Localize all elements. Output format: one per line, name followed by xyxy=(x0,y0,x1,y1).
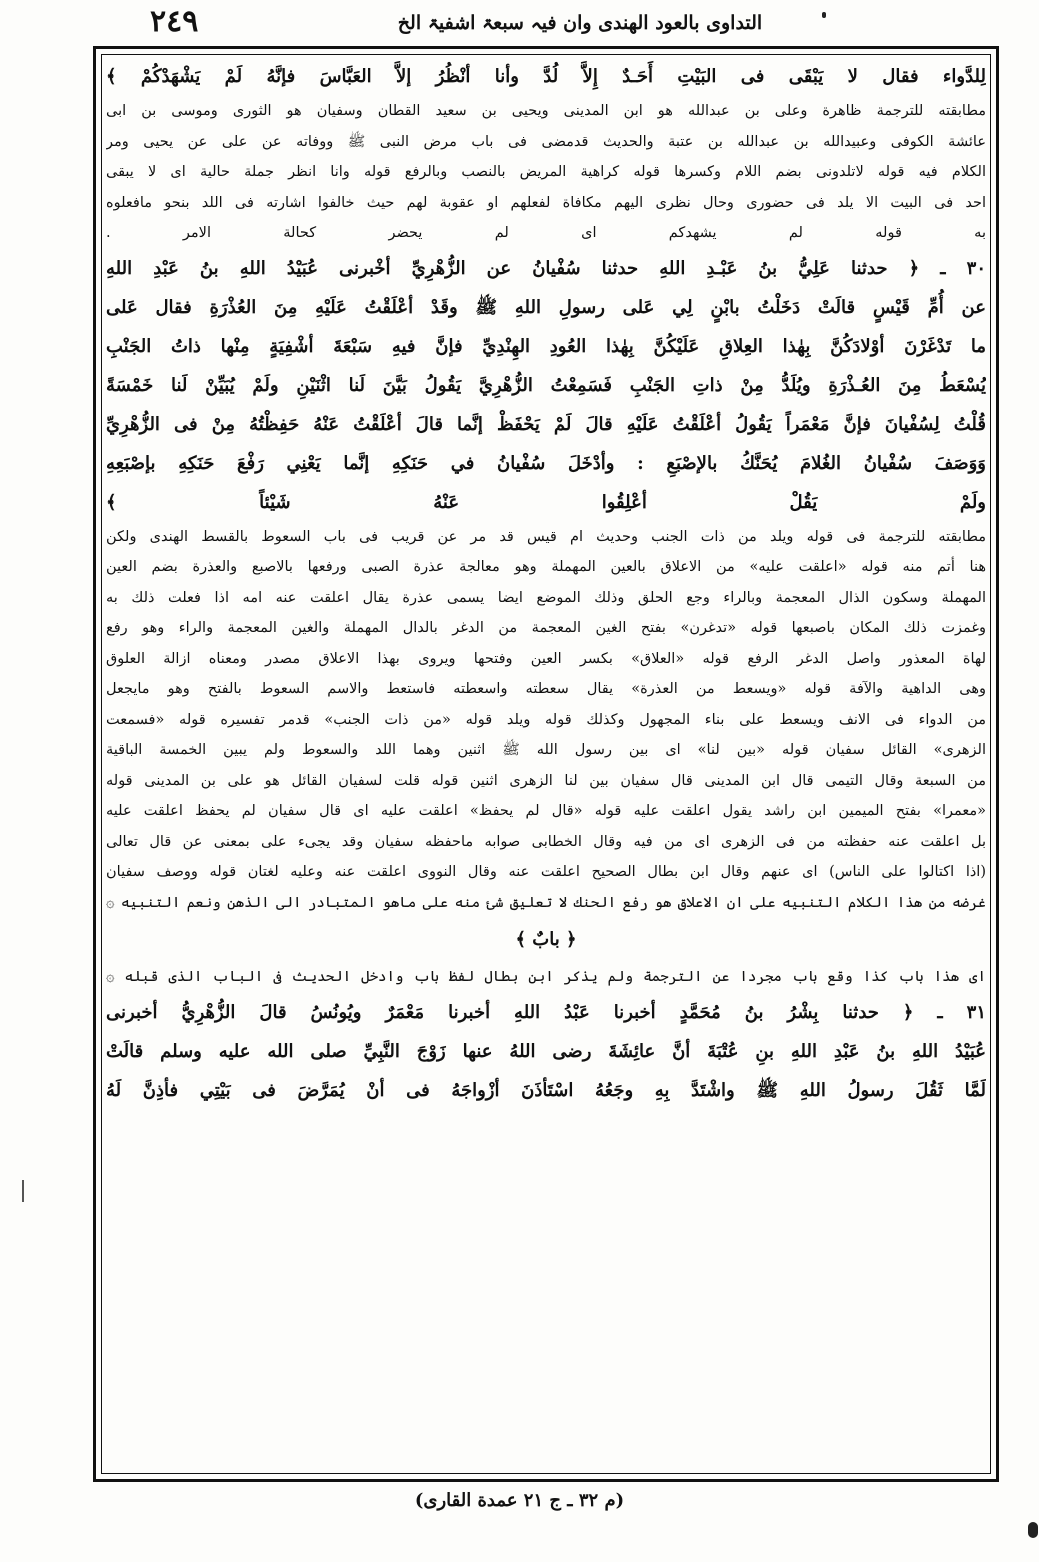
line-text: مطابقته للترجمة فى قوله ويلد من ذات الجنب وحديث ام قيس قد مر عن قريب فى باب السعوط بالقسط الهندى ولكن xyxy=(106,528,986,545)
hadith-number: ٣١ ـ xyxy=(937,1001,986,1023)
line-text: بل اعلقت عنه حفظته من فى الزهرى اى من فيه وقال الخطابى صوابه ماحفظه سفيان وقد يجىء على بمعنى عن قال تعالى xyxy=(106,833,986,850)
line-text: عُبَيْدُ اللهِ بنُ عَبْدِ اللهِ بنِ عُتْبَةَ أنَّ عائِشَةَ رضى اللهُ عنها زَوْجَ النَّبِيِّ صلى الله عليه وسلم قالَتْ xyxy=(106,1040,986,1062)
line-text: الكلام فيه قوله لاتلدونى بضم اللام وكسرها قوله كراهية المريض بالنصب وبالرفع قوله وانا انظر جملة حالية اى لا يبقى xyxy=(106,164,986,180)
line-text: ﴿ حدثنا بِشْرُ بنُ مُحَمَّدٍ أخبرنا عَبْدُ اللهِ أخبرنا مَعْمَرٌ ويُونُسُ قالَ الزُّهْرِيُّ أخبرنى xyxy=(106,1001,914,1023)
hadith-number: ٣٠ ـ xyxy=(940,257,986,279)
hadith-text-line xyxy=(106,249,986,288)
commentary-line xyxy=(106,674,986,705)
commentary-line xyxy=(106,96,986,127)
commentary-line xyxy=(106,857,986,888)
page-number: ٢٤٩ xyxy=(150,4,199,39)
commentary-line xyxy=(106,613,986,644)
commentary-line xyxy=(106,796,986,827)
line-text: مطابقته للترجمة ظاهرة وعلى بن عبدالله هو ابن المدينى ويحيى بن سعيد القطان وسفيان هو الثورى وموسى بن ابى xyxy=(106,103,986,119)
commentary-line xyxy=(106,735,986,766)
page-header xyxy=(0,4,1039,46)
line-text: ولَمْ يَقُلْ أعْلِقُوا عَنْهُ شَيْئاً ﴾ xyxy=(106,491,986,513)
commentary-line xyxy=(106,644,986,675)
line-text: لهاة المعذور واصل الدغر الرفع قوله «العلاق» بكسر العين وفتحها ويروى بهذا الاعلاق مصدر ومعناه ازالة العلوق xyxy=(106,650,986,667)
page-footer-signature: (م ٣٢ ـ ج ٢١ عمدة القارى) xyxy=(414,1490,625,1511)
hadith-text-line xyxy=(106,57,986,96)
line-text: وهى الداهية والآفة قوله «ويسعط من العذرة» يقال سعطته واسعطته فاستعط والاسم السعوط بالفتح وهو مايجعل xyxy=(106,681,986,697)
line-text: (اذا اكتالوا على الناس) اى عنهم وقال ابن بطال الصحيح اعلقت عنه وقال النووى اعلقت عنه وعليه لغتان قوله ووصف سفيان xyxy=(106,864,986,880)
body-text xyxy=(106,57,986,1110)
hadith-text-line xyxy=(106,327,986,366)
commentary-line xyxy=(106,157,986,188)
margin-mark xyxy=(22,1180,24,1202)
hadith-text-line xyxy=(106,993,986,1032)
line-text: «معمرا» بفتح الميمين ابن راشد يقول اعلقت عليه قوله «قال لم يحفظ» اعلقت عليه اى قال سفيان لم يحفظ اعلقت عليه xyxy=(106,803,986,819)
line-text: ما تَدْغَرْنَ أوْلادَكُنَّ بِهٰذا العِلاقِ عَلَيْكُنَّ بِهٰذا العُودِ الهِنْدِيِّ فإنَّ فيهِ سَبْعَةَ أشْفِيَةٍ مِنْها ذاتُ الجَنْبِ xyxy=(106,335,986,357)
commentary-line xyxy=(106,522,986,553)
ink-dot xyxy=(822,12,826,18)
commentary-line xyxy=(106,188,986,219)
hadith-text-line xyxy=(106,483,986,522)
line-text: هنا أتم منه قوله «اعلقت عليه» من الاعلاق بالعين المهملة وهو معالجة عذرة الصبى ورفعها بالاصبع والعذرة بضم العين xyxy=(106,559,986,575)
text-frame xyxy=(93,46,999,1482)
commentary-line xyxy=(106,766,986,797)
line-text: وغمزت ذلك المكان باصبعها قوله «تدغرن» بفتح الغين المعجمة من الدغر بالدال المهملة والغين المعجمة والراء وهو رفع xyxy=(106,620,986,636)
hadith-text-line xyxy=(106,405,986,444)
line-text: احد فى البيت الا يلد فى حضورى وحال نظرى اليهم مكافاة لفعلهم او عقوبة لهم حيث خالفوا اشارته فى اللد بنحو مافعلوه xyxy=(106,194,986,211)
hadith-text-line xyxy=(106,288,986,327)
commentary-line xyxy=(106,888,986,919)
commentary-line xyxy=(106,827,986,858)
line-text: يُسْعَطُ مِنَ العُـذْرَةِ ويُلَدُّ مِنْ ذاتِ الجَنْبِ فَسَمِعْتُ الزُّهْرِيَّ يَقُولُ بَيَّنَ لَنا اثْنَيْنِ ولَمْ يُبَيِّنْ لَنا خَمْسَةً xyxy=(106,374,986,396)
hadith-text-line xyxy=(106,366,986,405)
line-text: الزهرى» القائل سفيان قوله «بين لنا» اى بين رسول الله ﷺ اثنين وهما اللد والسعوط ولم يبين الخمسة الباقية xyxy=(106,742,986,758)
line-text: وَوَصَفَ سُفْيانُ الغُلامَ يُحَنَّكُ بالإصْبَعِ : وأدْخَلَ سُفْيانُ في حَنَكِهِ إنَّما يَعْنِي رَفْعَ حَنَكِهِ بإصْبَعِهِ xyxy=(106,452,986,474)
commentary-line xyxy=(106,705,986,736)
line-text: غرضه من هذا الكلام التنبيه على ان الاعلاق هو رفع الحنك لا تعليق شئ منه على ماهو المتبادر الى الذهن ونعم التنبيه ۞ xyxy=(106,894,986,911)
line-text: اى هذا باب كذا وقع باب مجردا عن الترجمة ولم يذكر ابن بطال لفظ باب وادخل الحديث فى الباب الذى قبله ۞ xyxy=(106,969,986,985)
commentary-line xyxy=(106,127,986,158)
line-text: عائشة الكوفى وعبيدالله بن عبدالله بن عتبة والحديث قدمضى فى باب مرض النبى ﷺ ووفاته عن على عن يحيى ومر xyxy=(106,133,986,150)
line-text: من السبعة وقال التيمى قال ابن المدينى قال سفيان بين لنا الزهرى اثنين قوله قلت لسفيان القائل هو على بن المدينى قوله xyxy=(106,772,986,789)
line-text: لِلدَّواء فقال لا يَبْقَى فى البَيْتِ أَحَـدٌ إِلاَّ لُدَّ وأنا أنْظُرُ إلاَّ العَبَّاسَ فإنَّهُ لَمْ يَشْهَدْكُمْ ﴾ xyxy=(106,66,986,87)
running-title: التداوی بالعود الھندی وان فیہ سبعۃ اشفیۃ الخ xyxy=(397,12,763,34)
commentary-line xyxy=(106,583,986,614)
line-text: قُلْتُ لِسُفْيانَ فإنَّ مَعْمَراً يَقُولُ أعْلَقْتُ عَلَيْهِ قالَ لَمْ يَحْفَظْ إنَّما قالَ أعْلَقْتُ عَنْهُ حَفِظْتُهُ مِنْ فى الزُّهْرِيِّ xyxy=(106,413,986,435)
commentary-line xyxy=(106,218,986,249)
commentary-line xyxy=(106,962,986,993)
line-text: به قوله لم يشهدكم اى لم يحضر كحالة الامر . xyxy=(106,225,986,241)
ink-dot xyxy=(1028,1522,1038,1538)
hadith-text-line xyxy=(106,1032,986,1071)
line-text: ﴿ بابٌ ﴾ xyxy=(515,929,577,950)
hadith-text-line xyxy=(106,444,986,483)
line-text: من الدواء فى الانف ويسعط على بناء المجهول وكذلك قوله ويلد قوله «من ذات الجنب» قدمر تفسيره قوله «فسمعت xyxy=(106,711,986,728)
line-text: المهملة وسكون الذال المعجمة وبالراء وجع الحلق وذلك الموضع ايضا يسمى عذرة يقال اعلقت عنه امه اذا فعلت ذلك به xyxy=(106,589,986,606)
bab-heading xyxy=(106,918,986,962)
line-text: عن أُمِّ قَيْسٍ قالَتْ دَخَلْتُ بابْنٍ لِي عَلى رسولِ اللهِ ﷺ وقَدْ أعْلَقْتُ عَلَيْهِ مِنَ العُذْرَةِ فقال عَلى xyxy=(106,296,986,318)
line-text: لَمَّا ثَقُلَ رسولُ اللهِ ﷺ واشْتَدَّ بِهِ وجَعُهُ اسْتَأذَنَ أزْواجَهُ فى أنْ يُمَرَّضَ فى بَيْتِي فأذِنَّ لَهُ xyxy=(106,1079,986,1101)
line-text: ﴿ حدثنا عَلِيُّ بنُ عَبْـدِ اللهِ حدثنا سُفْيانُ عن الزُّهْرِيِّ أخْبرنى عُبَيْدُ اللهِ بنُ عَبْدِ اللهِ xyxy=(106,257,920,279)
hadith-text-line xyxy=(106,1071,986,1110)
commentary-line xyxy=(106,552,986,583)
